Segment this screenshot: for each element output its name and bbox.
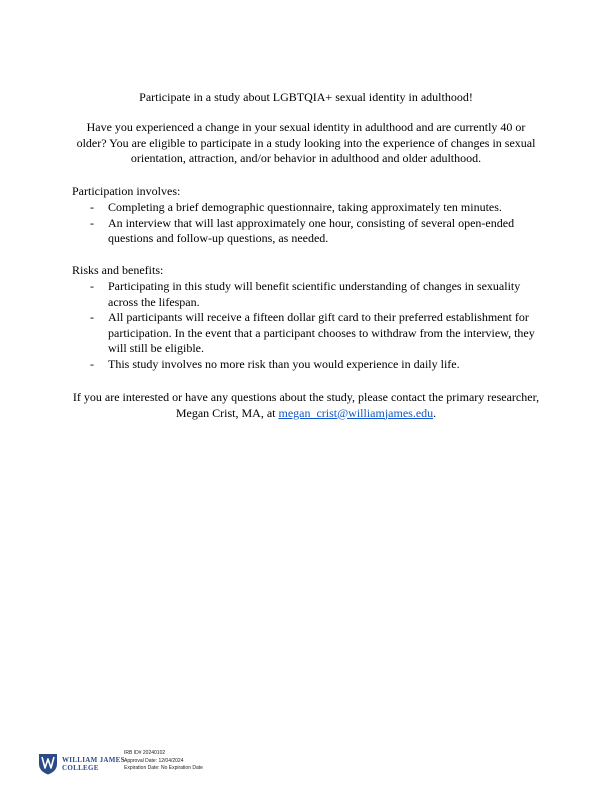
list-item-text: Participating in this study will benefit scientific understanding of changes in sexuality across the lifespan. — [108, 279, 521, 309]
closing-paragraph — [72, 390, 540, 421]
list-item — [72, 216, 540, 247]
intro-paragraph: Have you experienced a change in your sexual identity in adulthood and are currently 40 or older? You are eligible to participate in a study looking into the experience of changes in sexual orientation, attraction, and/or behavior in adulthood and older adulthood. — [76, 120, 536, 165]
closing-period: . — [433, 405, 437, 420]
college-logo-text — [62, 756, 125, 772]
expiration-date: Expiration Date: No Expiration Date — [124, 765, 203, 771]
dash-bullet: - — [90, 215, 94, 230]
risks-heading: Risks and benefits: — [72, 263, 164, 277]
list-item-text: An interview that will last approximately one hour, consisting of several open-ended questions and follow-up questions, as needed. — [108, 215, 515, 245]
email-link[interactable]: megan_crist@williamjames.edu — [278, 405, 434, 420]
irb-id: IRB ID# 20240102 — [124, 750, 166, 756]
approval-date: Approval Date: 12/04/2024 — [124, 757, 184, 764]
dash-bullet: - — [90, 310, 94, 324]
list-item-text: This study involves no more risk than you would experience in daily life. — [108, 356, 460, 371]
page-title: Participate in a study about LGBTQIA+ sexual identity in adulthood! — [139, 90, 473, 104]
risks-list — [72, 279, 540, 372]
list-item — [72, 279, 540, 310]
list-item — [72, 310, 540, 357]
closing-text: If you are interested or have any questions about the study, please contact the primary researcher, Megan Crist, MA, at — [72, 390, 540, 420]
logo-line-2: COLLEGE — [62, 764, 99, 772]
participation-list — [72, 200, 540, 247]
dash-bullet: - — [90, 356, 94, 371]
list-item-text: Completing a brief demographic questionnaire, taking approximately ten minutes. — [108, 200, 502, 214]
list-item-text: All participants will receive a fifteen dollar gift card to their preferred establishment for participation. In the event that a participant chooses to withdraw from the interview, they will still be eligible. — [108, 310, 535, 355]
shield-icon — [38, 753, 58, 775]
dash-bullet: - — [90, 200, 94, 214]
dash-bullet: - — [90, 279, 94, 293]
participation-heading: Participation involves: — [72, 184, 181, 198]
irb-info — [124, 750, 203, 773]
list-item — [72, 200, 540, 216]
list-item — [72, 357, 540, 373]
logo-line-1: WILLIAM JAMES — [62, 756, 125, 764]
